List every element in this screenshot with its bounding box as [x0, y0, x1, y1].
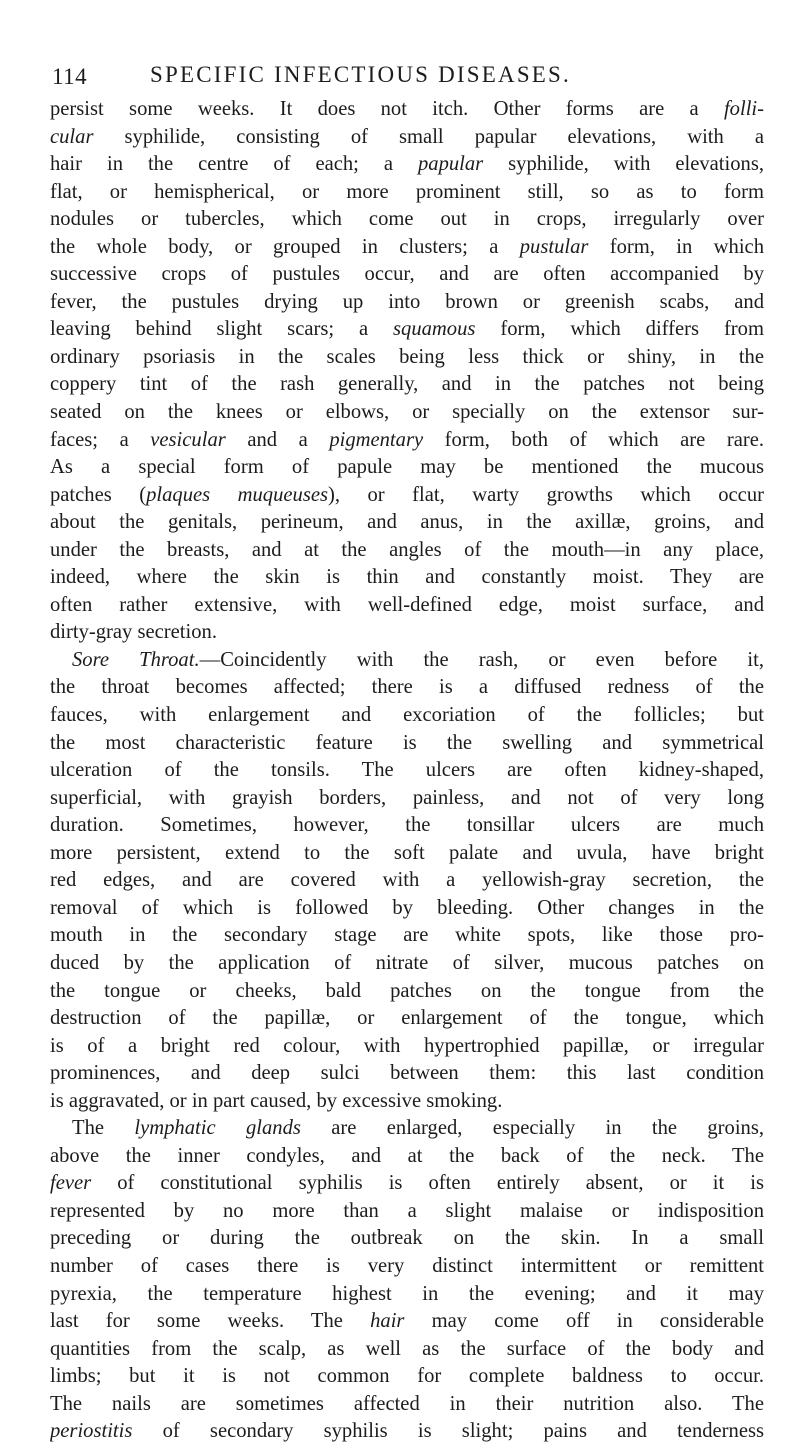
- text-line: [50, 316, 764, 344]
- text-line: [50, 1005, 764, 1033]
- italic-text: pigmentary: [329, 428, 424, 451]
- text-line: [50, 674, 764, 702]
- text-run: mouth in the secondary stage are white spots, like those pro-: [50, 924, 764, 947]
- text-run: removal of which is followed by bleeding. Other changes in the: [50, 896, 764, 919]
- text-run: pyrexia, the temperature highest in the evening; and it may: [50, 1282, 764, 1305]
- text-run: about the genitals, perineum, and anus, in the axillæ, groins, and: [50, 511, 764, 534]
- text-run: form, both of which are rare.: [423, 428, 764, 451]
- text-run: faces; a: [50, 428, 151, 451]
- text-run: seated on the knees or elbows, or specially on the extensor sur-: [50, 401, 764, 424]
- text-run: duration. Sometimes, however, the tonsillar ulcers are much: [50, 814, 764, 837]
- text-run: patches (: [50, 483, 147, 506]
- italic-text: Sore Throat.: [72, 648, 200, 671]
- text-line: [50, 234, 764, 262]
- text-line: [50, 619, 764, 647]
- text-line: [50, 950, 764, 978]
- text-line: [50, 1170, 764, 1198]
- text-line: [50, 730, 764, 758]
- text-line: [50, 1088, 764, 1116]
- text-line: [50, 564, 764, 592]
- body-text: [50, 96, 764, 1446]
- text-run: the whole body, or grouped in clusters; a: [50, 235, 520, 258]
- text-run: the throat becomes affected; there is a diffused redness of the: [50, 676, 764, 699]
- italic-text: lymphatic glands: [134, 1117, 301, 1140]
- text-run: of secondary syphilis is slight; pains and tenderness: [132, 1420, 764, 1443]
- text-line: [50, 840, 764, 868]
- text-line: [50, 1115, 764, 1143]
- text-run: is of a bright red colour, with hypertrophied papillæ, or irregular: [50, 1034, 764, 1057]
- text-run: duced by the application of nitrate of silver, mucous patches on: [50, 951, 764, 974]
- text-run: fauces, with enlargement and excoriation of the follicles; but: [50, 704, 764, 727]
- text-run: The nails are sometimes affected in their nutrition also. The: [50, 1392, 764, 1415]
- text-line: [50, 96, 764, 124]
- italic-text: pustular: [519, 235, 589, 258]
- text-line: [50, 289, 764, 317]
- text-line: [50, 812, 764, 840]
- text-run: represented by no more than a slight malaise or indisposition: [50, 1199, 764, 1222]
- text-run: coppery tint of the rash generally, and in the patches not being: [50, 373, 764, 396]
- text-run: under the breasts, and at the angles of the mouth—in any place,: [50, 538, 764, 561]
- text-line: [50, 1281, 764, 1309]
- text-run: red edges, and are covered with a yellowish-gray secretion, the: [50, 869, 764, 892]
- text-run: are enlarged, especially in the groins,: [300, 1117, 764, 1140]
- text-run: may come off in considerable: [404, 1310, 764, 1333]
- text-line: [50, 978, 764, 1006]
- text-line: [50, 371, 764, 399]
- text-line: [50, 1143, 764, 1171]
- text-run: number of cases there is very distinct intermittent or remittent: [50, 1254, 764, 1277]
- italic-text: papular: [417, 153, 484, 176]
- text-run: fever, the pustules drying up into brown or greenish scabs, and: [50, 290, 764, 313]
- italic-text: squamous: [393, 318, 476, 341]
- text-line: [50, 1336, 764, 1364]
- text-line: [50, 537, 764, 565]
- text-run: ), or flat, warty growths which occur: [328, 483, 764, 506]
- text-line: [50, 867, 764, 895]
- text-line: [50, 509, 764, 537]
- text-line: [50, 1225, 764, 1253]
- text-line: [50, 482, 764, 510]
- text-line: [50, 1198, 764, 1226]
- text-line: [50, 1391, 764, 1419]
- text-run: flat, or hemispherical, or more prominent still, so as to form: [50, 180, 764, 203]
- text-run: dirty-gray secretion.: [50, 621, 217, 644]
- text-run: —Coincidently with the rash, or even before it,: [199, 648, 764, 671]
- text-line: [50, 785, 764, 813]
- italic-text: vesicular: [150, 428, 226, 451]
- text-run: form, in which: [588, 235, 764, 258]
- text-run: hair in the centre of each; a: [50, 153, 418, 176]
- text-run: often rather extensive, with well-defined edge, moist surface, and: [50, 593, 764, 616]
- text-run: is aggravated, or in part caused, by excessive smoking.: [50, 1089, 503, 1112]
- text-run: and a: [225, 428, 330, 451]
- text-line: [50, 702, 764, 730]
- text-run: the most characteristic feature is the swelling and symmetrical: [50, 731, 764, 754]
- text-run: preceding or during the outbreak on the skin. In a small: [50, 1227, 764, 1250]
- text-line: [50, 1253, 764, 1281]
- italic-text: fever: [50, 1172, 92, 1195]
- text-line: [50, 151, 764, 179]
- text-run: leaving behind slight scars; a: [50, 318, 394, 341]
- text-run: quantities from the scalp, as well as the surface of the body and: [50, 1337, 764, 1360]
- text-line: [50, 344, 764, 372]
- text-run: nodules or tubercles, which come out in crops, irregularly over: [50, 208, 764, 231]
- text-line: [50, 124, 764, 152]
- text-run: persist some weeks. It does not itch. Other forms are a: [50, 98, 724, 120]
- text-line: [50, 895, 764, 923]
- italic-text: hair: [370, 1310, 405, 1333]
- text-run: syphilide, with elevations,: [483, 153, 764, 176]
- italic-text: periostitis: [50, 1420, 133, 1443]
- text-line: [50, 261, 764, 289]
- text-run: limbs; but it is not common for complete baldness to occur.: [50, 1365, 764, 1388]
- page-number: 114: [52, 64, 88, 89]
- text-line: [50, 922, 764, 950]
- text-line: [50, 757, 764, 785]
- italic-text: plaques muqueuses: [146, 483, 329, 506]
- text-run: destruction of the papillæ, or enlargement of the tongue, which: [50, 1007, 764, 1030]
- text-run: prominences, and deep sulci between them: this last condition: [50, 1062, 764, 1085]
- text-run: last for some weeks. The: [50, 1310, 371, 1333]
- text-line: [50, 399, 764, 427]
- text-run: form, which differs from: [475, 318, 764, 341]
- text-line: [50, 647, 764, 675]
- text-line: [50, 454, 764, 482]
- text-run: above the inner condyles, and at the back of the neck. The: [50, 1144, 764, 1167]
- text-line: [50, 179, 764, 207]
- text-run: successive crops of pustules occur, and are often accompanied by: [50, 263, 764, 286]
- text-line: [50, 1060, 764, 1088]
- text-line: [50, 1033, 764, 1061]
- text-line: [50, 1418, 764, 1446]
- text-line: [50, 427, 764, 455]
- text-line: [50, 1308, 764, 1336]
- italic-text: cular: [50, 125, 94, 148]
- text-run: syphilide, consisting of small papular elevations, with a: [93, 125, 764, 148]
- text-line: [50, 1363, 764, 1391]
- text-run: indeed, where the skin is thin and constantly moist. They are: [50, 566, 764, 589]
- text-run: ordinary psoriasis in the scales being less thick or shiny, in the: [50, 345, 764, 368]
- text-run: superficial, with grayish borders, painless, and not of very long: [50, 786, 764, 809]
- text-run: The: [72, 1117, 135, 1140]
- text-line: [50, 206, 764, 234]
- running-head: SPECIFIC INFECTIOUS DISEASES.: [150, 62, 571, 87]
- text-run: As a special form of papule may be mentioned the mucous: [50, 456, 764, 479]
- text-run: the tongue or cheeks, bald patches on the tongue from the: [50, 979, 764, 1002]
- text-line: [50, 592, 764, 620]
- italic-text: folli-: [723, 98, 764, 120]
- text-run: ulceration of the tonsils. The ulcers are often kidney-shaped,: [50, 759, 764, 782]
- page-header: [52, 58, 752, 92]
- text-run: of constitutional syphilis is often entirely absent, or it is: [91, 1172, 764, 1195]
- text-run: more persistent, extend to the soft palate and uvula, have bright: [50, 841, 764, 864]
